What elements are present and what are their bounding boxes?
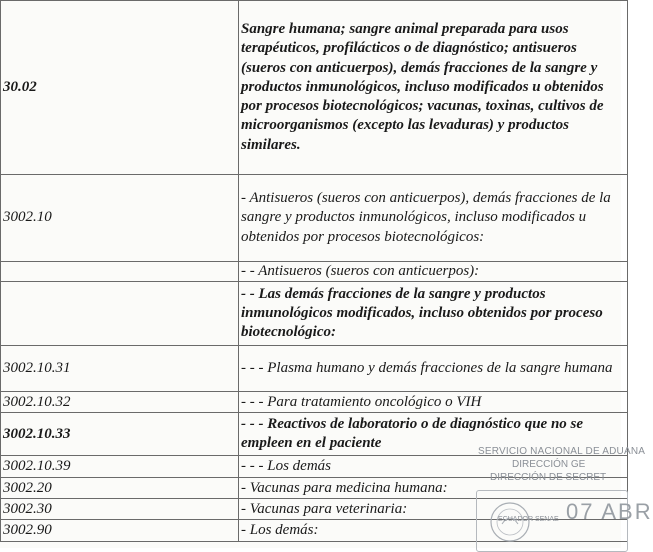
tariff-description: - Antisueros (sueros con anticuerpos), demás fracciones de la sangre y productos inmunológicos, incluso modificados u obtenidos por procesos biotecnológicos: [239,175,628,262]
tariff-code: 3002.10.31 [1,346,239,392]
table-row [1,520,628,542]
tariff-description: - Vacunas para medicina humana: [239,478,628,499]
table-row [1,346,628,392]
tariff-code [1,282,239,346]
tariff-description: - Vacunas para veterinaria: [239,499,628,520]
stamp-agency-text: SERVICIO NACIONAL DE ADUANA [478,446,646,457]
table-row [1,175,628,262]
table-row [1,282,628,346]
table-row [1,1,628,175]
tariff-description: - - - Para tratamiento oncológico o VIH [239,392,628,413]
tariff-code [1,262,239,282]
table-row [1,392,628,413]
tariff-code: 3002.30 [1,499,239,520]
tariff-code: 3002.10.32 [1,392,239,413]
tariff-code: 30.02 [1,1,239,175]
tariff-code: 3002.10.39 [1,456,239,478]
tariff-code: 3002.10 [1,175,239,262]
tariff-description: - - Antisueros (sueros con anticuerpos): [239,262,628,282]
table-row [1,499,628,520]
seal-text: ECUADOR SENAE [498,516,559,523]
tariff-description: - - - Reactivos de laboratorio o de diagnóstico que no se empleen en el paciente [239,413,628,456]
tariff-description: - - - Los demás [239,456,628,478]
table-row [1,262,628,282]
stamp-date: 07 ABR [566,499,653,524]
table-row [1,413,628,456]
tariff-description: - Los demás: [239,520,628,542]
stamp-secretariat-text: DIRECCIÓN DE SECRET [490,472,607,483]
table-row [1,456,628,478]
tariff-code: 3002.10.33 [1,413,239,456]
tariff-description: Sangre humana; sangre animal preparada para usos terapéuticos, profilácticos o de diagnóstico; antisueros (sueros con anticuerpos), demás fracciones de la sangre y productos inmunológicos, incluso modificados u obtenidos por procesos biotecnológicos; vacunas, toxinas, cultivos de microorganismos (excepto las levaduras) y productos similares. [239,1,628,175]
tariff-code: 3002.90 [1,520,239,542]
tariff-code: 3002.20 [1,478,239,499]
tariff-description: - - - Plasma humano y demás fracciones de la sangre humana [239,346,628,392]
tariff-description: - - Las demás fracciones de la sangre y productos inmunológicos modificados, incluso obtenidos por proceso biotecnológico: [239,282,628,346]
table-row [1,478,628,499]
stamp-direction-text: DIRECCIÓN GE [512,459,586,470]
